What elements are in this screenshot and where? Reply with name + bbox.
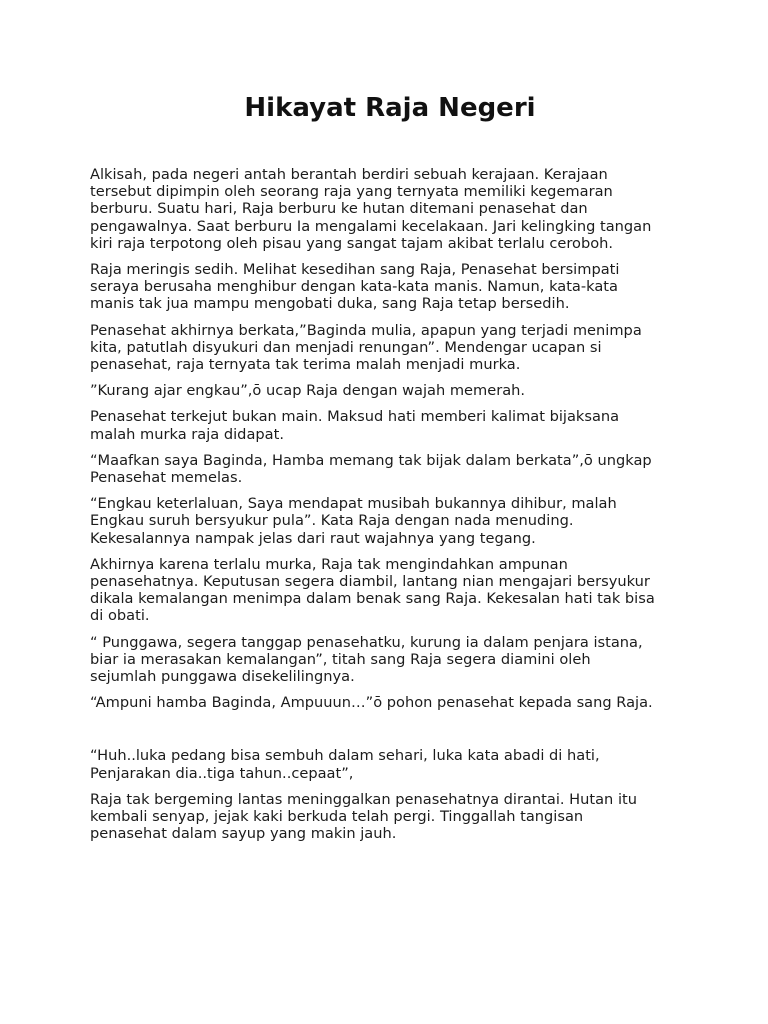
paragraph-7: “Engkau keterlaluan, Saya mendapat musibah bukannya dihibur, malah Engkau suruh bersyukur pula”. Kata Raja dengan nada menuding. Kekesalannya nampak jelas dari raut wajahnya yang tegang. — [90, 495, 617, 547]
document-page — [90, 0, 690, 852]
paragraph-3: Penasehat akhirnya berkata,”Baginda mulia, apapun yang terjadi menimpa kita, patutlah disyukuri dan menjadi renungan”. Mendengar ucapan si penasehat, raja ternyata tak terima malah menjadi murka. — [90, 321, 642, 374]
paragraph-6: “Maafkan saya Baginda, Hamba memang tak bijak dalam berkata”,ō ungkap Penasehat memelas. — [90, 451, 652, 487]
paragraph-4: ”Kurang ajar engkau”,ō ucap Raja dengan wajah memerah. — [90, 382, 526, 400]
paragraph-10: “Ampuni hamba Baginda, Ampuuun…”ō pohon penasehat kepada sang Raja. — [90, 694, 653, 712]
paragraph-5: Penasehat terkejut bukan main. Maksud hati memberi kalimat bijaksana malah murka raja didapat. — [90, 408, 620, 443]
paragraph-11: “Huh..luka pedang bisa sembuh dalam sehari, luka kata abadi di hati, Penjarakan dia..tiga tahun..cepaat”, — [90, 747, 600, 782]
document-title: Hikayat Raja Negeri — [244, 93, 536, 123]
paragraph-2: Raja meringis sedih. Melihat kesedihan sang Raja, Penasehat bersimpati seraya berusaha menghibur dengan kata-kata manis. Namun, kata-kata manis tak jua mampu mengobati duka, sang Raja tetap bersedih. — [90, 261, 620, 313]
paragraph-12: Raja tak bergeming lantas meninggalkan penasehatnya dirantai. Hutan itu kembali senyap, jejak kaki berkuda telah pergi. Tinggallah tangisan penasehat dalam sayup yang makin jauh. — [90, 790, 637, 843]
paragraph-8: Akhirnya karena terlalu murka, Raja tak mengindahkan ampunan penasehatnya. Keputusan segera diambil, lantang nian mengajari bersyukur dikala kemalangan menimpa dalam benak sang Raja. Kekesalan hati tak bisa di obati. — [90, 555, 655, 625]
paragraph-1: Alkisah, pada negeri antah berantah berdiri sebuah kerajaan. Kerajaan tersebut dipimpin oleh seorang raja yang ternyata memiliki kegemaran berburu. Suatu hari, Raja berburu ke hutan ditemani penasehat dan pengawalnya. Saat berburu Ia mengalami kecelakaan. Jari kelingking tangan kiri raja terpotong oleh pisau yang sangat tajam akibat terlalu ceroboh. — [90, 166, 652, 252]
document-body — [90, 166, 690, 843]
paragraph-9: “ Punggawa, segera tanggap penasehatku, kurung ia dalam penjara istana, biar ia merasakan kemalangan”, titah sang Raja segera diamini oleh sejumlah punggawa disekelilingnya. — [90, 633, 643, 686]
